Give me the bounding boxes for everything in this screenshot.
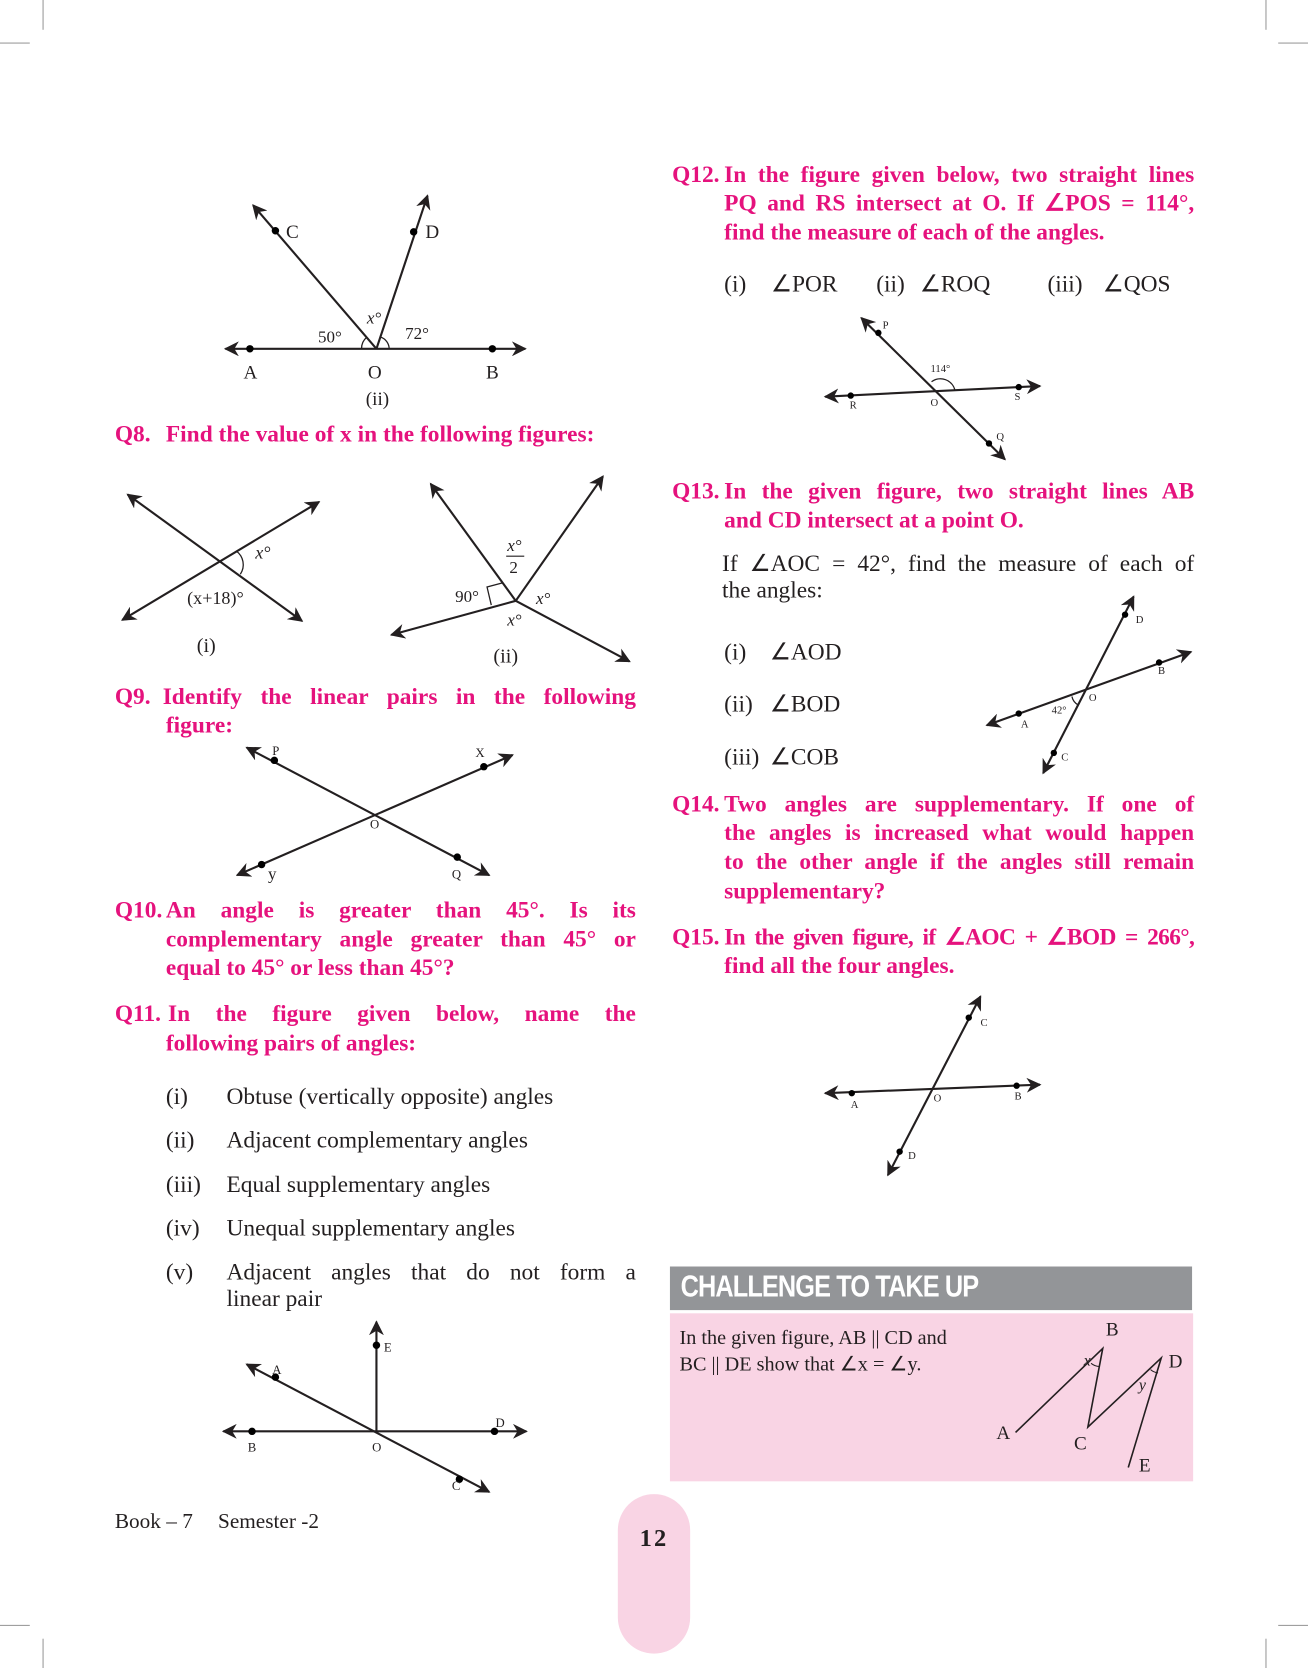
item-text: Equal supplementary angles — [226, 1170, 491, 1198]
item-number: (ii) — [165, 1126, 195, 1153]
svg-text:Q: Q — [451, 867, 462, 882]
item-number: (iii) — [165, 1170, 201, 1198]
q13-given-line: If ∠AOC = 42°, find the measure of each of — [722, 549, 1195, 577]
q12-text-line: PQ and RS intersect at O. If ∠POS = 114°, — [724, 189, 1195, 216]
svg-text:2: 2 — [509, 558, 518, 578]
svg-text:C: C — [1074, 1433, 1087, 1455]
item-number: (i) — [724, 270, 747, 297]
svg-text:O: O — [930, 398, 939, 410]
svg-text:P: P — [272, 744, 280, 759]
svg-text:O: O — [372, 1440, 382, 1455]
svg-text:D: D — [908, 1151, 916, 1163]
q12-number: Q12. — [672, 160, 720, 188]
svg-text:C: C — [451, 1478, 461, 1493]
item-number: (i) — [165, 1082, 188, 1110]
item-text: ∠ROQ — [919, 270, 991, 297]
q11-number: Q11. — [114, 999, 162, 1027]
item-number: (iv) — [165, 1214, 200, 1241]
svg-text:E: E — [1138, 1455, 1151, 1477]
q10-text-line: equal to 45° or less than 45°? — [165, 953, 455, 981]
svg-text:x°: x° — [366, 308, 382, 328]
q9-text-line: Identify the linear pairs in the following — [162, 682, 636, 710]
svg-text:72°: 72° — [405, 324, 429, 344]
q11-figure — [223, 1322, 526, 1493]
q9-text-line: figure: — [165, 711, 234, 738]
footer-book: Book – 7 — [114, 1510, 193, 1534]
q14-text-line: supplementary? — [724, 877, 886, 904]
q13-text-line: In the given figure, two straight lines AB — [724, 477, 1195, 505]
svg-text:Q: Q — [996, 432, 1005, 444]
svg-text:X: X — [475, 746, 485, 761]
svg-text:y: y — [1138, 1376, 1146, 1394]
svg-text:114°: 114° — [930, 364, 951, 376]
svg-text:S: S — [1014, 391, 1021, 403]
svg-text:(ii): (ii) — [493, 645, 519, 668]
q12-text-line: find the measure of each of the angles. — [724, 217, 1105, 245]
q15-number: Q15. — [672, 923, 720, 950]
footer-semester: Semester -2 — [217, 1510, 320, 1534]
q8-figure-ii — [391, 476, 629, 667]
q8-text: Find the value of x in the following figures: — [165, 420, 595, 447]
item-text: ∠QOS — [1102, 270, 1171, 297]
svg-text:x°: x° — [507, 535, 522, 555]
challenge-figure — [670, 1313, 1193, 1481]
svg-text:42°: 42° — [1051, 705, 1067, 717]
item-text: ∠BOD — [769, 690, 841, 717]
q11-text-line: In the figure given below, name the — [168, 999, 636, 1027]
item-number: (iii) — [1047, 270, 1083, 297]
q8-number: Q8. — [114, 420, 151, 447]
q15-figure — [825, 996, 1040, 1175]
q14-number: Q14. — [672, 790, 720, 817]
svg-text:A: A — [850, 1100, 859, 1112]
svg-text:R: R — [849, 400, 857, 412]
item-text: ∠POR — [770, 270, 838, 297]
svg-text:P: P — [882, 320, 889, 332]
svg-text:A: A — [1020, 719, 1029, 731]
svg-text:D: D — [495, 1416, 505, 1431]
item-text: Unequal supplementary angles — [226, 1214, 515, 1241]
item-text: Adjacent angles that do not form a — [226, 1258, 636, 1285]
svg-text:B: B — [247, 1440, 257, 1455]
svg-text:A: A — [243, 362, 258, 384]
svg-text:(i): (i) — [196, 634, 216, 657]
q9-number: Q9. — [114, 682, 151, 710]
q14-text-line: to the other angle if the angles still remain — [724, 847, 1195, 875]
svg-text:C: C — [286, 222, 299, 244]
q10-text-line: complementary angle greater than 45° or — [165, 925, 636, 952]
q9-figure — [237, 744, 512, 883]
q13-text-line: and CD intersect at a point O. — [724, 506, 1024, 533]
svg-text:A: A — [996, 1422, 1011, 1444]
svg-text:x°: x° — [507, 610, 522, 630]
svg-text:D: D — [1135, 615, 1144, 627]
item-number: (ii) — [724, 690, 753, 717]
q10-text-line: An angle is greater than 45°. Is its — [165, 896, 636, 924]
q14-text-line: the angles is increased what would happen — [724, 818, 1195, 846]
item-number: (iii) — [724, 743, 760, 770]
q13-number: Q13. — [672, 477, 720, 505]
svg-text:x: x — [1083, 1352, 1091, 1370]
svg-text:O: O — [367, 362, 382, 384]
challenge-header — [670, 1267, 1192, 1311]
q8-figure-i — [122, 494, 319, 656]
svg-text:B: B — [1158, 666, 1166, 678]
q11-text-line: following pairs of angles: — [165, 1029, 417, 1056]
svg-text:E: E — [383, 1340, 392, 1355]
svg-text:D: D — [425, 222, 440, 244]
q13-given-line: the angles: — [722, 576, 823, 603]
svg-text:O: O — [933, 1093, 942, 1105]
challenge-box — [670, 1313, 1193, 1481]
svg-text:A: A — [272, 1362, 282, 1377]
svg-text:C: C — [980, 1018, 988, 1030]
q10-number: Q10. — [114, 896, 163, 924]
item-text: linear pair — [226, 1284, 322, 1312]
item-text: ∠AOD — [769, 638, 842, 665]
q15-text-line: find all the four angles. — [724, 951, 955, 979]
figure-angles-x — [225, 196, 525, 410]
item-text: Obtuse (vertically opposite) angles — [226, 1082, 554, 1110]
svg-text:B: B — [1014, 1091, 1022, 1103]
item-number: (ii) — [876, 270, 905, 297]
svg-text:O: O — [370, 817, 380, 832]
q12-text-line: In the figure given below, two straight lines — [724, 160, 1195, 188]
svg-text:90°: 90° — [455, 586, 479, 606]
item-text: Adjacent complementary angles — [226, 1126, 528, 1153]
svg-text:x°: x° — [535, 589, 551, 609]
svg-text:B: B — [1105, 1319, 1119, 1341]
svg-text:50°: 50° — [317, 327, 342, 347]
challenge-title: CHALLENGE TO TAKE UP — [680, 1269, 979, 1304]
challenge-text-line: BC || DE show that ∠x = ∠y. — [679, 1353, 922, 1377]
page-number: 12 — [639, 1524, 669, 1552]
q15-text-line: In the given figure, if ∠AOC + ∠BOD = 266°, — [724, 923, 1195, 950]
svg-text:C: C — [1061, 752, 1069, 764]
page-number-tab — [618, 1494, 690, 1654]
svg-text:O: O — [1088, 692, 1097, 704]
item-number: (v) — [165, 1258, 194, 1285]
q14-text-line: Two angles are supplementary. If one of — [724, 790, 1195, 817]
svg-text:y: y — [267, 864, 277, 884]
svg-text:(ii): (ii) — [365, 389, 390, 411]
item-text: ∠COB — [769, 743, 839, 770]
svg-text:x°: x° — [255, 542, 271, 563]
item-number: (i) — [724, 638, 747, 665]
q13-figure — [987, 597, 1191, 774]
svg-text:(x+18)°: (x+18)° — [187, 588, 244, 609]
svg-text:B: B — [485, 362, 499, 384]
q12-figure — [825, 318, 1040, 459]
challenge-text-line: In the given figure, AB || CD and — [679, 1327, 947, 1350]
svg-text:D: D — [1168, 1351, 1183, 1373]
